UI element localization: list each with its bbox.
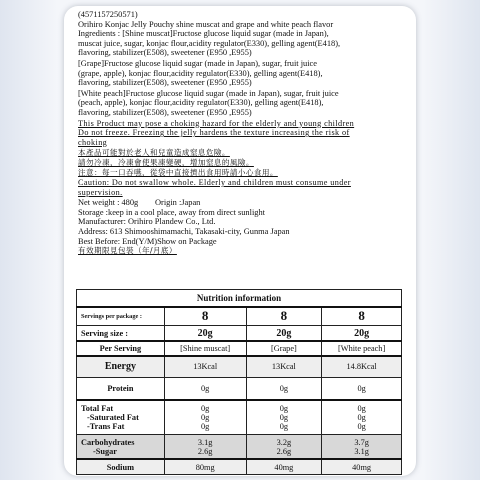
ingredients-peach [78, 89, 404, 118]
energy-value: 13Kcal [246, 356, 322, 378]
carbs-labels [77, 435, 165, 459]
energy-label: Energy [77, 356, 165, 378]
sugar-value: 2.6g [197, 446, 213, 456]
ingredients-muscat [78, 39, 404, 58]
trans-fat-value: 0g [201, 421, 210, 431]
protein-label: Protein [77, 378, 165, 400]
fat-values [246, 400, 322, 435]
ingredients-line: [Grape]Fructose glucose liquid sugar (made in Japan), sugar, fruit juice [78, 58, 317, 68]
nutrition-title-row [77, 290, 402, 307]
fat-values [322, 400, 402, 435]
warning-line: Do not freeze. Freezing the jelly hardens the texture increasing the risk of [78, 128, 350, 138]
fat-row [77, 400, 402, 435]
protein-value: 0g [322, 378, 402, 400]
servings-value: 8 [322, 307, 402, 326]
servings-row [77, 307, 402, 326]
servings-value: 8 [246, 307, 322, 326]
weight-origin [78, 198, 404, 208]
nutrition-table [76, 289, 402, 475]
saturated-fat-value: 0g [279, 412, 289, 422]
ingredients-intro: Ingredients : [Shine muscat]Fructose glucose liquid sugar (made in Japan), [78, 29, 329, 39]
product-name: Orihiro Konjac Jelly Pouchy shine muscat and grape and white peach flavor [78, 19, 334, 29]
total-fat-label: Total Fat [81, 403, 114, 413]
product-code: (4571157250571) [78, 10, 138, 19]
flavor-header: [Grape] [246, 341, 322, 355]
sodium-value: 40mg [246, 459, 322, 474]
choking-warning [78, 119, 404, 148]
sodium-row [77, 459, 402, 474]
carbs-label: Carbohydrates [81, 437, 135, 447]
ingredients-line: (grape, apple), konjac flour,acidity regulator(E330), gelling agent(E418), [78, 68, 323, 78]
caution [78, 178, 404, 197]
product-label [64, 6, 416, 476]
carbs-values [246, 435, 322, 459]
ingredients-line: flavoring, stabilizer(E508), sweetener (E950 ,E955) [78, 78, 252, 88]
address: Address: 613 Shimooshimamachi, Takasaki-city, Gunma Japan [78, 227, 290, 237]
ingredients-line: muscat juice, sugar, konjac flour,acidity regulator(E330), gelling agent(E418), [78, 38, 341, 48]
protein-value: 0g [246, 378, 322, 400]
ingredients-line: (peach, apple), konjac flour,acidity regulator(E330), gelling agent(E418), [78, 98, 324, 108]
trans-fat-value: 0g [357, 421, 366, 431]
serving-size-value: 20g [164, 326, 246, 341]
energy-row [77, 356, 402, 378]
sugar-value: 2.6g [276, 446, 292, 456]
serving-size-value: 20g [322, 326, 402, 341]
chinese-warning-line: 本產品可能對於老人和兒童造成窒息危險。 [78, 148, 230, 158]
fat-labels [77, 400, 165, 435]
storage: Storage :keep in a cool place, away from direct sunlight [78, 207, 265, 217]
total-fat-value: 0g [279, 403, 289, 413]
chinese-best-before: 有效期限見包裝（年/月底） [78, 246, 177, 256]
per-serving-label: Per Serving [77, 341, 165, 355]
best-before: Best Before: End(Y/M)Show on Package [78, 236, 217, 246]
label-text [78, 10, 404, 256]
serving-size-value: 20g [246, 326, 322, 341]
caution-line: supervision. [78, 187, 123, 197]
chinese-warning-line: 請勿冷凍，冷凍會使果凍變硬，增加窒息的風險。 [78, 157, 254, 167]
sodium-value: 80mg [164, 459, 246, 474]
ingredients-line: [White peach]Fructose glucose liquid sugar (made in Japan), sugar, fruit juice [78, 88, 339, 98]
total-fat-value: 0g [201, 403, 210, 413]
net-weight: Net weight : 480g [78, 198, 139, 208]
saturated-fat-value: 0g [201, 412, 210, 422]
trans-fat-value: 0g [279, 421, 289, 431]
caution-line: Caution: Do not swallow whole. Elderly and children must consume under [78, 178, 351, 188]
servings-value: 8 [164, 307, 246, 326]
energy-value: 14.8Kcal [322, 356, 402, 378]
carbs-values [322, 435, 402, 459]
saturated-fat-value: 0g [357, 412, 366, 422]
manufacturer: Manufacturer: Orihiro Plandew Co., Ltd. [78, 217, 216, 227]
carbs-value: 3.2g [276, 437, 292, 447]
sugar-value: 3.1g [354, 446, 369, 456]
origin: Origin :Japan [155, 198, 201, 208]
carbs-values [164, 435, 246, 459]
flavor-header: [Shine muscat] [164, 341, 246, 355]
protein-value: 0g [164, 378, 246, 400]
chinese-warning-line: 注意：每一口吞嚥，從袋中直接擠出食用時請小心食用。 [78, 167, 278, 177]
per-serving-row [77, 341, 402, 355]
protein-row [77, 378, 402, 400]
servings-label: Servings per package : [77, 307, 165, 326]
sugar-label: -Sugar [93, 446, 117, 456]
total-fat-value: 0g [357, 403, 366, 413]
ingredients-line: flavoring, stabilizer(E508), sweetener (E950 ,E955) [78, 107, 252, 117]
fat-values [164, 400, 246, 435]
flavor-header: [White peach] [322, 341, 402, 355]
nutrition-title: Nutrition information [77, 290, 402, 307]
chinese-warning [78, 148, 404, 177]
ingredients-line: flavoring, stabilizer(E508), sweetener (E950 ,E955) [78, 48, 252, 58]
energy-value: 13Kcal [164, 356, 246, 378]
sodium-label: Sodium [77, 459, 165, 474]
ingredients-grape [78, 59, 404, 88]
trans-fat-label: -Trans Fat [87, 421, 125, 431]
serving-size-row [77, 326, 402, 341]
carbs-value: 3.1g [197, 437, 213, 447]
carbs-row [77, 435, 402, 459]
warning-line: choking [78, 137, 108, 147]
saturated-fat-label: -Saturated Fat [87, 412, 139, 422]
serving-size-label: Serving size : [77, 326, 165, 341]
carbs-value: 3.7g [354, 437, 369, 447]
warning-line: This Product may pose a choking hazard for the elderly and young children [78, 118, 355, 128]
sodium-value: 40mg [322, 459, 402, 474]
